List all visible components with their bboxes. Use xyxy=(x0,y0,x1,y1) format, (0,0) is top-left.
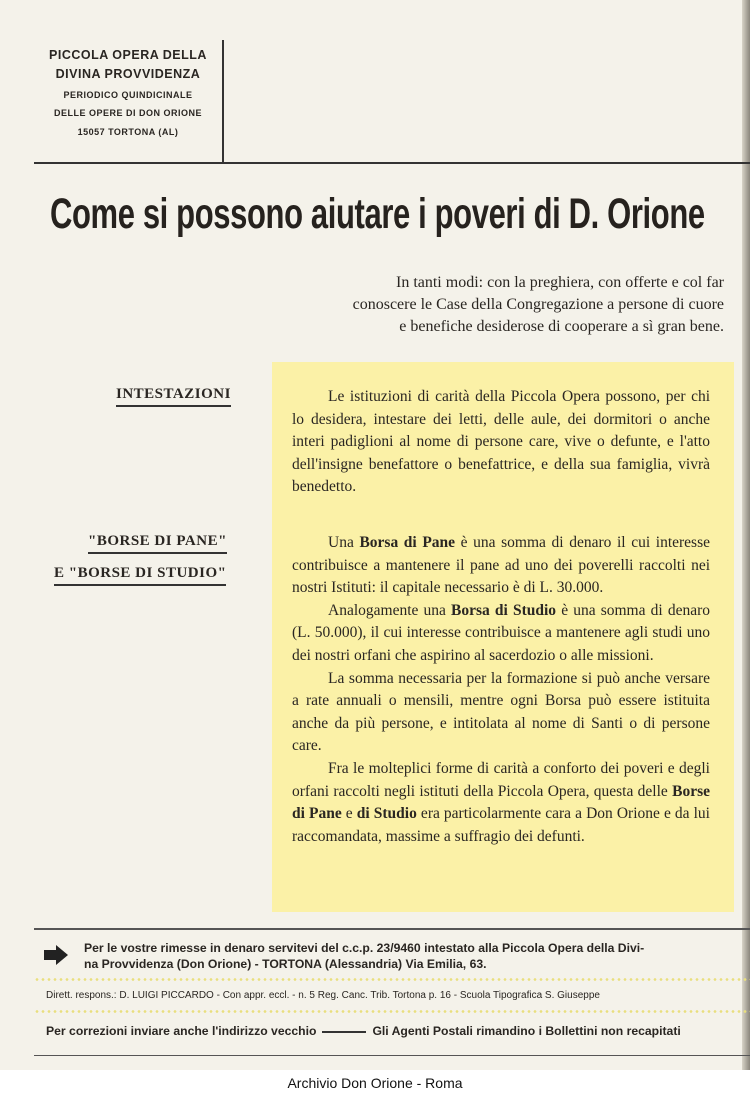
masthead xyxy=(34,40,224,162)
section-label-borse-pane: "BORSE DI PANE" xyxy=(88,533,227,554)
somma-paragraph: La somma necessaria per la formazione si può anche versare a rate annuali o mensili, mentre ogni Borsa può essere istituita anche da più persone, e intitolata al nome di Santi o di persone care. xyxy=(292,669,710,755)
dotted-separator xyxy=(34,978,750,981)
intro-line: In tanti modi: con la preghiera, con offerte e col far xyxy=(395,274,724,291)
intro-line: conoscere le Case della Congregazione a persone di cuore xyxy=(352,296,724,313)
footer-rule-top xyxy=(34,928,750,930)
remittance-line: Per le vostre rimesse in denaro servitevi del c.c.p. 23/9460 intestato alla Piccola Opera della Divi- xyxy=(84,941,645,955)
intestazioni-text xyxy=(292,386,710,499)
remittance-line: na Provvidenza (Don Orione) - TORTONA (Alessandria) Via Emilia, 63. xyxy=(84,957,487,971)
masthead-line-5: 15057 TORTONA (AL) xyxy=(77,127,179,137)
archive-caption-text: Archivio Don Orione - Roma xyxy=(287,1075,463,1091)
intro-paragraph xyxy=(300,272,724,338)
editor-credits: Dirett. respons.: D. LUIGI PICCARDO - Con appr. eccl. - n. 5 Reg. Canc. Trib. Tortona p. 16 - Scuola Tipografica S. Giuseppe xyxy=(46,990,600,1001)
borse-text xyxy=(292,532,710,848)
section-label-borse-studio: E "BORSE DI STUDIO" xyxy=(54,565,226,586)
masthead-line-3: PERIODICO QUINDICINALE xyxy=(63,90,193,100)
header-rule xyxy=(34,162,750,164)
masthead-line-1: PICCOLA OPERA DELLA xyxy=(49,48,207,62)
arrow-right-icon xyxy=(44,945,68,965)
molteplici-paragraph: Fra le molteplici forme di carità a conforto dei poveri e degli orfani raccolti negli istituti della Piccola Opera, questa delle Borse di Pane e di Studio era particolarmente cara a Don Orione e da lui raccomandata, massime a suffragio dei defunti. xyxy=(292,759,710,845)
borsa-studio-paragraph: Analogamente una Borsa di Studio è una somma di denaro (L. 50.000), il cui interesse contribuisce a mantenere agli studi uno dei nostri orfani che aspirino al sacerdozio o alle missioni. xyxy=(292,601,710,664)
intestazioni-paragraph: Le istituzioni di carità della Piccola Opera possono, per chi lo desidera, intestare dei letti, delle aule, dei dormitori o anche interi padiglioni al nome di persone care, vive o defunte, e l'atto dell'insigne benefattore o benefattrice, e della sua famiglia, vivrà benedetto. xyxy=(292,388,710,496)
remittance-notice xyxy=(84,940,750,972)
dotted-separator xyxy=(34,1010,750,1013)
archive-caption xyxy=(0,1070,750,1097)
masthead-line-4: DELLE OPERE DI DON ORIONE xyxy=(53,108,202,118)
page-title: Come si possono aiutare i poveri di D. Orione xyxy=(50,190,705,238)
page-edge xyxy=(742,0,750,1070)
postal-notice: Per correzioni inviare anche l'indirizzo vecchio Gli Agenti Postali rimandino i Bollettini non recapitati xyxy=(46,1024,681,1038)
masthead-line-2: DIVINA PROVVIDENZA xyxy=(55,67,201,81)
section-label-intestazioni: INTESTAZIONI xyxy=(116,386,231,407)
intro-line: e benefiche desiderose di cooperare a sì gran bene. xyxy=(399,318,724,335)
footer-rule-bottom xyxy=(34,1055,750,1056)
borsa-pane-paragraph: Una Borsa di Pane è una somma di denaro il cui interesse contribuisce a mantenere il pane ad uno dei poverelli raccolti nei nostri Istituti: il capitale necessario è di L. 30.000. xyxy=(292,534,710,597)
